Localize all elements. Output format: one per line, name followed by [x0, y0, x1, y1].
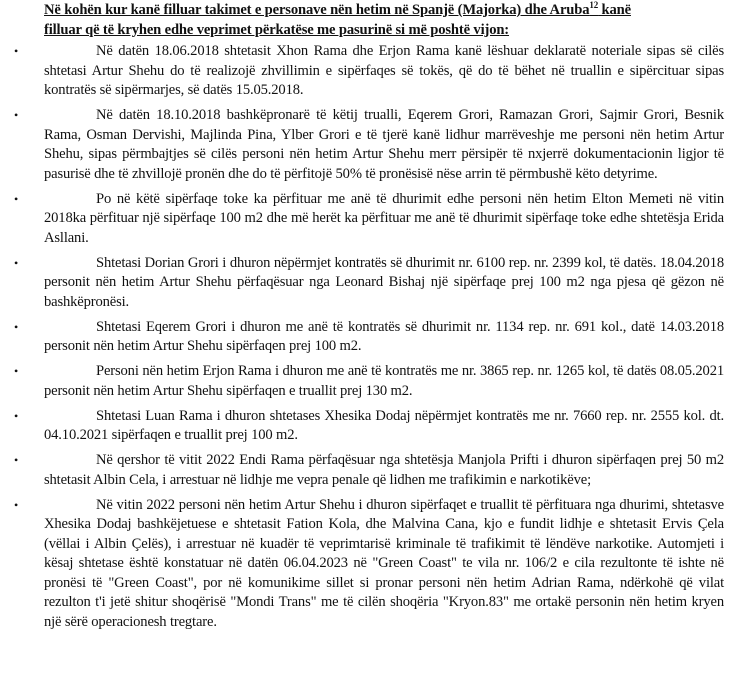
list-item-text: Po në këtë sipërfaqe toke ka përfituar me anë të dhurimit edhe personi nën hetim Elton Memeti në vitin 2018ka përfituar një sipërfaqe 100 m2 dhe më herët ka përfituar me anë të dhurimit sipërfaqe toke edhe shtetësja Erida Asllani. — [44, 190, 724, 246]
list-item — [14, 318, 724, 357]
bullet-icon: • — [14, 44, 19, 58]
list-item — [14, 254, 724, 313]
heading-line-1: Në kohën kur kanë filluar takimet e personave nën hetim në Spanjë (Majorka) dhe Aruba — [44, 2, 590, 18]
list-item-text: Në datën 18.10.2018 bashkëpronarë të këtij trualli, Eqerem Grori, Ramazan Grori, Sajmir Grori, Besnik Rama, Osman Dervishi, Majlinda Pina, Ylber Grori e të tjerë kanë lidhur marrëveshje me personi nën hetim Artur Shehu, sipas përmbajtjes së cilës personi nën hetim Artur Shehu merr përsipër të nxjerrë dokumentacionin ligjor të pasurisë dhe të zhvillojë pronën dhe do të përfitojë 50% të pronësisë nëse arrin të përmbushë këto detyrime. — [44, 107, 724, 182]
footnote-marker: 12 — [589, 0, 599, 11]
list-item-text: Në datën 18.06.2018 shtetasit Xhon Rama dhe Erjon Rama kanë lëshuar deklaratë noteriale sipas së cilës shtetasi Artur Shehu do të realizojë zhvillimin e sipërfaqes së tokës, që do të bëhet në truallin e sipërcituar sipas kontratës së sipërmarjes, së datës 15.05.2018. — [44, 43, 724, 98]
list-item — [14, 106, 724, 184]
list-item-text: Në qershor të vitit 2022 Endi Rama përfaqësuar nga shtetësja Manjola Prifti i dhuron sipërfaqen prej 50 m2 shtetasit Albin Cela, i arrestuar në lidhje me vepra penale që lidhen me trafikimin e narkotikëve; — [44, 452, 724, 488]
list-item-text: Personi nën hetim Erjon Rama i dhuron me anë të kontratës me nr. 3865 rep. nr. 1265 kol, të datës 08.05.2021 personit nën hetim Artur Shehu sipërfaqen e truallit prej 130 m2. — [44, 363, 724, 399]
list-item — [14, 407, 724, 446]
list-item — [14, 190, 724, 249]
list-item-text: Në vitin 2022 personi nën hetim Artur Shehu i dhuron sipërfaqet e truallit të përfituara nga dhurimi, shtetasve Xhesika Dodaj bashkëjetuese e shtetasit Fation Kola, dhe Malvina Cana, kjo e fundit lidhje e shtetasit Ervis Çela (vëllai i Albin Çelës), i arrestuar në kuadër të veprimtarisë kriminale të trafikimit të lëndëve narkotike. Automjeti i kësaj shtetase është konstatuar në datën 06.04.2023 në "Green Coast" te vila nr. 106/2 e cila rezultonte të ishte në pronësi të "Green Coast", por në komunikime sillet si pronar personi nën hetim Adrian Rama, ndërkohë që vilat rezulton t'i jetë shitur shoqërisë "Mondi Trans" me të cilën shoqëria "Kryon.83" me ortakë personin nën hetim kryen një sërë operacionesh tregtare. — [44, 496, 724, 630]
list-item — [14, 42, 724, 101]
list-item-text: Shtetasi Eqerem Grori i dhuron me anë të kontratës së dhurimit nr. 1134 rep. nr. 691 kol., datë 14.03.2018 personit nën hetim Artur Shehu sipërfaqen prej 100 m2. — [44, 318, 724, 354]
bullet-icon: • — [14, 108, 19, 122]
list-item-text: Shtetasi Dorian Grori i dhuron nëpërmjet kontratës së dhurimit nr. 6100 rep. nr. 2399 kol, të datës. 18.04.2018 personit nën hetim Artur Shehu përfaqësuar nga Leonard Bishaj një sipërfaqe prej 100 m2 nga pjesa që gëzon në bashkëpronësi. — [44, 254, 724, 310]
bullet-icon: • — [14, 319, 19, 334]
section-heading — [44, 0, 724, 40]
bullet-icon: • — [14, 497, 19, 512]
list-item-text: Shtetasi Luan Rama i dhuron shtetases Xhesika Dodaj nëpërmjet kontratës me nr. 7660 rep. nr. 2555 kol. dt. 04.10.2021 sipërfaqen e truallit prej 100 m2. — [44, 407, 724, 443]
heading-line-2: filluar që të kryhen edhe veprimet përkatëse me pasurinë si më poshtë vijon: — [44, 22, 510, 38]
bullet-list — [14, 42, 724, 632]
bullet-icon: • — [14, 408, 19, 423]
heading-line-1-end: kanë — [598, 2, 631, 18]
list-item — [14, 496, 724, 633]
list-item — [14, 362, 724, 401]
bullet-icon: • — [14, 453, 19, 467]
bullet-icon: • — [14, 191, 19, 206]
bullet-icon: • — [14, 364, 19, 378]
list-item — [14, 451, 724, 490]
bullet-icon: • — [14, 255, 19, 270]
